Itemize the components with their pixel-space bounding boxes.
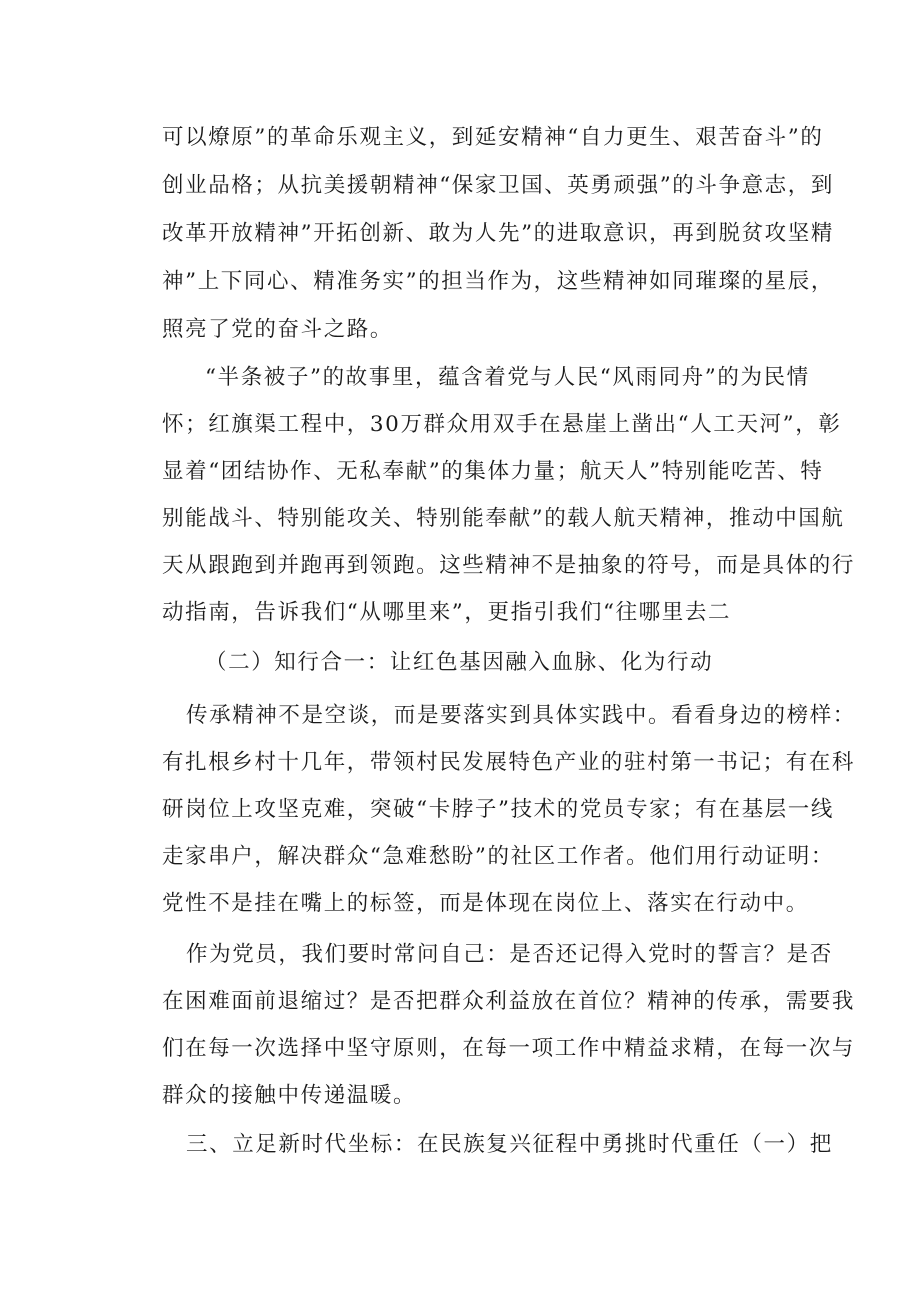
text-line: 创业品格；从抗美援朝精神“保家卫国、英勇顽强”的斗争意志，到 <box>162 173 834 198</box>
section-heading: （二）知行合一：让红色基因融入血脉、化为行动 <box>205 650 714 675</box>
text-line: 天从跟跑到并跑再到领跑。这些精神不是抽象的符号，而是具体的行 <box>162 553 856 578</box>
text-line: 有扎根乡村十几年，带领村民发展特色产业的驻村第一书记；有在科 <box>162 750 856 775</box>
text-line: 走家串户，解决群众“急难愁盼”的社区工作者。他们用行动证明： <box>162 844 834 869</box>
text-line: 在困难面前退缩过？是否把群众利益放在首位？精神的传承，需要我 <box>162 989 856 1014</box>
text-line: 别能战斗、特别能攻关、特别能奉献”的载人航天精神，推动中国航 <box>162 506 845 531</box>
paragraph-start: “半条被子”的故事里，蕴含着党与人民“风雨同舟”的为民情 <box>205 365 810 390</box>
text-line: 动指南，告诉我们“从哪里来”，更指引我们“往哪里去二 <box>162 600 732 625</box>
text-line: 们在每一次选择中坚守原则，在每一项工作中精益求精，在每一次与 <box>162 1036 856 1061</box>
text-line: 照亮了党的奋斗之路。 <box>162 317 394 342</box>
text-line: 显着“团结协作、无私奉献”的集体力量；航天人”特别能吃苦、特 <box>162 459 824 484</box>
text-line: 神”上下同心、精准务实”的担当作为，这些精神如同璀璨的星辰， <box>162 269 834 294</box>
section-heading: 三、立足新时代坐标：在民族复兴征程中勇挑时代重任（一）把 <box>186 1132 833 1157</box>
paragraph-start: 作为党员，我们要时常问自己：是否还记得入党时的誓言？是否 <box>186 942 833 967</box>
text-line: 党性不是挂在嘴上的标签，而是体现在岗位上、落实在行动中。 <box>162 891 809 916</box>
text-line: 群众的接触中传递温暖。 <box>162 1083 417 1108</box>
text-line: 研岗位上攻坚克难，突破“卡脖子”技术的党员专家；有在基层一线 <box>162 797 834 822</box>
text-line: 可以燎原”的革命乐观主义，到延安精神“自力更生、艰苦奋斗”的 <box>162 125 824 150</box>
text-line: 改革开放精神”开拓创新、敢为人先”的进取意识，再到脱贫攻坚精 <box>162 221 834 246</box>
text-line: 怀；红旗渠工程中，30万群众用双手在悬崖上凿出“人工天河”，彰 <box>162 412 842 437</box>
paragraph-start: 传承精神不是空谈，而是要落实到具体实践中。看看身边的榜样： <box>186 703 856 728</box>
